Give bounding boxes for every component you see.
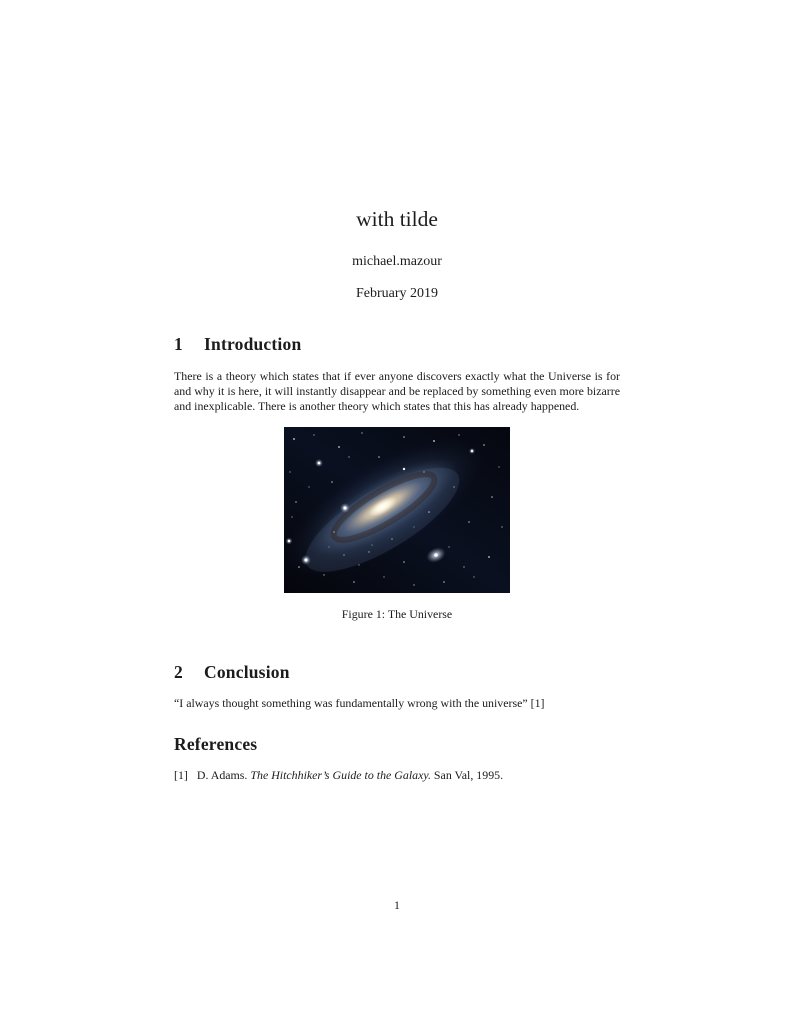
section-number: 2 xyxy=(174,661,183,682)
section-heading-introduction xyxy=(174,334,620,355)
document-author: michael.mazour xyxy=(352,254,442,269)
figure-caption: Figure 1: The Universe xyxy=(341,606,453,621)
reference-title: The Hitchhiker’s Guide to the Galaxy. xyxy=(250,767,431,782)
section-heading-conclusion xyxy=(174,662,620,683)
galaxy-figure-image xyxy=(284,427,510,593)
conclusion-paragraph: “I always thought something was fundamentally wrong with the universe” [1] xyxy=(174,695,545,710)
introduction-paragraph: There is a theory which states that if ever anyone discovers exactly what the Universe is for and why it is here, it will instantly disappear and be replaced by something even more bizarre and inexplicable. There is another theory which states that this has already happened. xyxy=(174,369,620,414)
reference-label: [1] xyxy=(174,767,188,782)
reference-publisher: San Val, 1995. xyxy=(433,767,504,782)
text-column xyxy=(174,0,620,783)
reference-text xyxy=(197,768,503,783)
references-heading: References xyxy=(174,733,258,754)
section-title: Introduction xyxy=(204,334,302,354)
document-date: February 2019 xyxy=(355,286,439,301)
figure-container xyxy=(174,427,620,593)
document-title: with tilde xyxy=(356,207,438,231)
page-number: 1 xyxy=(394,898,400,912)
reference-authors: D. Adams. xyxy=(196,767,248,782)
section-title: Conclusion xyxy=(204,661,290,682)
reference-entry xyxy=(174,768,620,783)
section-number: 1 xyxy=(174,334,183,354)
